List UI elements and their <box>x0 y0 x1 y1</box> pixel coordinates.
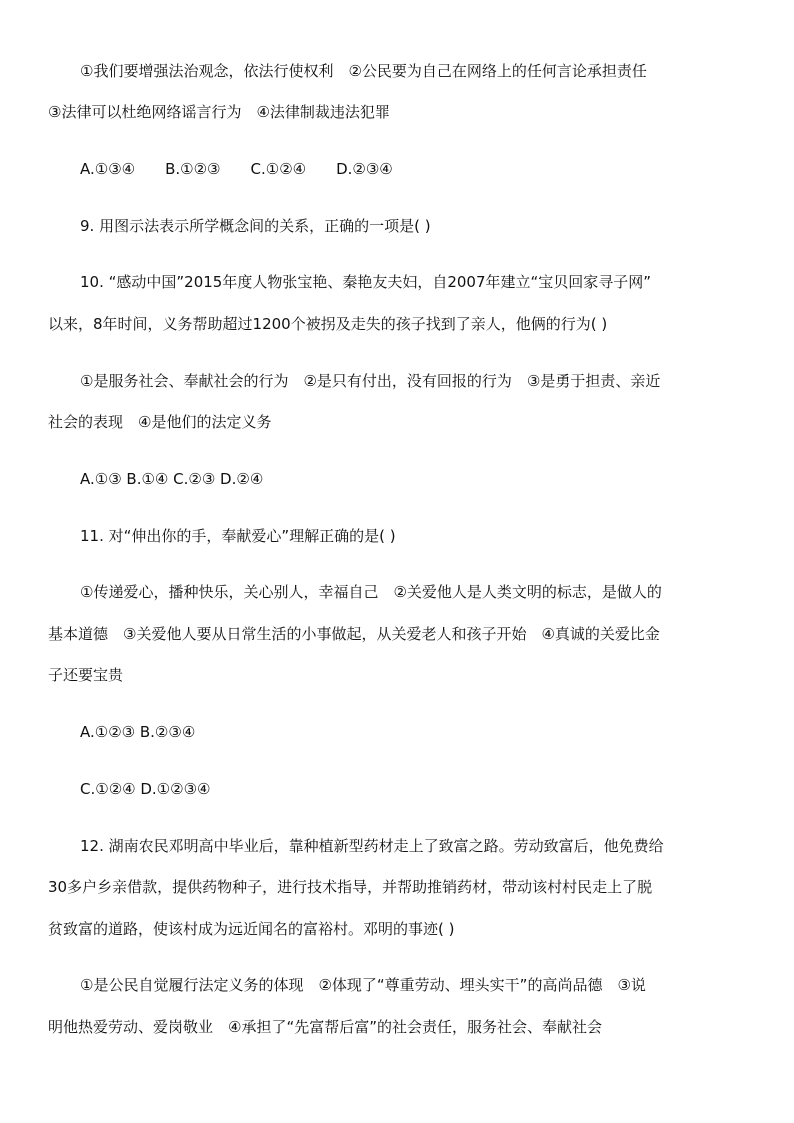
text-line: ①是服务社会、奉献社会的行为 ②是只有付出，没有回报的行为 ③是勇于担责、亲近 <box>80 372 661 390</box>
text-line: 子还要宝贵 <box>48 666 124 684</box>
text-line: ①传递爱心，播种快乐，关心别人，幸福自己 ②关爱他人是人类文明的标志，是做人的 <box>80 583 662 601</box>
text-line: ③法律可以杜绝网络谣言行为 ④法律制裁违法犯罪 <box>48 103 390 121</box>
question-12: 12. 湖南农民邓明高中毕业后，靠种植新型药材走上了致富之路。劳动致富后，他免费给 <box>80 837 664 855</box>
text-line: ①我们要增强法治观念，依法行使权利 ②公民要为自己在网络上的任何言论承担责任 <box>80 62 647 80</box>
answer-options: C.①②④ D.①②③④ <box>80 780 211 798</box>
text-line: 社会的表现 ④是他们的法定义务 <box>48 413 272 431</box>
text-line: ①是公民自觉履行法定义务的体现 ②体现了“尊重劳动、埋头实干”的高尚品德 ③说 <box>80 976 646 994</box>
text-line: 基本道德 ③关爱他人要从日常生活的小事做起，从关爱老人和孩子开始 ④真诚的关爱比金 <box>48 625 660 643</box>
text-line: 明他热爱劳动、爱岗敬业 ④承担了“先富帮后富”的社会责任，服务社会、奉献社会 <box>48 1018 602 1036</box>
question-9: 9. 用图示法表示所学概念间的关系，正确的一项是( ) <box>80 217 431 235</box>
question-10: 10. “感动中国”2015年度人物张宝艳、秦艳友夫妇，自2007年建立“宝贝回家寻子网” <box>80 273 652 291</box>
answer-options: A.①③④ B.①②③ C.①②④ D.②③④ <box>80 160 393 178</box>
text-line: 30多户乡亲借款，提供药物种子，进行技术指导，并帮助推销药材，带动该村村民走上了脱 <box>48 878 653 896</box>
text-line: 以来，8年时间，义务帮助超过1200个被拐及走失的孩子找到了亲人，他俩的行为( ) <box>48 315 608 333</box>
answer-options: A.①②③ B.②③④ <box>80 723 196 741</box>
text-line: 贫致富的道路，使该村成为远近闻名的富裕村。邓明的事迹( ) <box>48 920 455 938</box>
answer-options: A.①③ B.①④ C.②③ D.②④ <box>80 470 264 488</box>
question-11: 11. 对“伸出你的手，奉献爱心”理解正确的是( ) <box>80 527 396 545</box>
